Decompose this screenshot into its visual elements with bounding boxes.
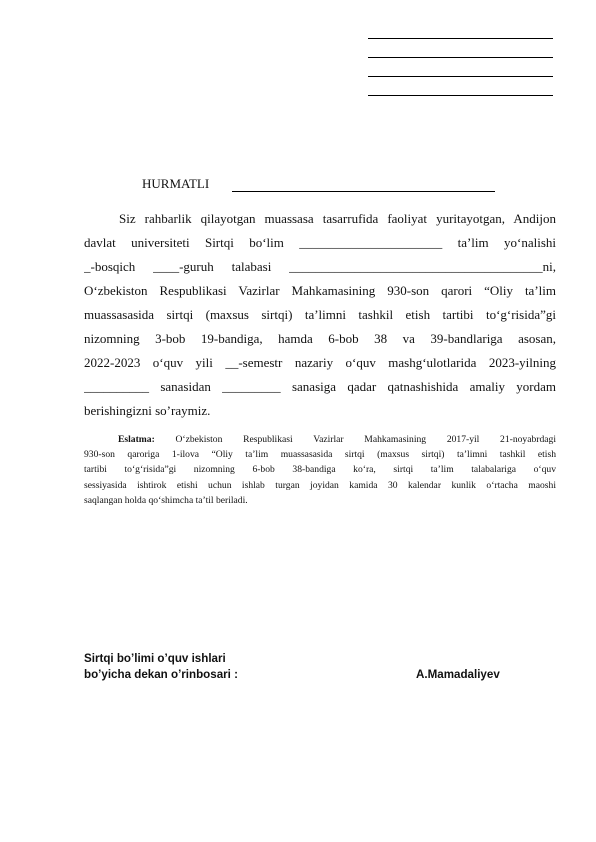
note-text: O‘zbekiston Respublikasi Vazirlar Mahkamasining 2017-yil 21-noyabrdagi	[154, 434, 556, 445]
paragraph-line: berishingizni so’raymiz.	[84, 403, 211, 418]
paragraph-line: Siz rahbarlik qilayotgan muassasa tasarrufida faoliyat yuritayotgan, Andijon	[119, 211, 556, 226]
recipient-line[interactable]	[368, 38, 553, 39]
paragraph-line: __________ sanasidan _________ sanasiga qadar qatnashishida amaliy yordam	[84, 379, 556, 394]
recipient-line[interactable]	[368, 76, 553, 77]
note-line: sessiyasida ishtirok etishi uchun ishlab turgan joyidan kamida 30 kalendar kunlik o‘rtacha maoshi	[84, 479, 556, 491]
paragraph-line: 2022-2023 o‘quv yili __-semestr nazariy o‘quv mashg‘ulotlarida 2023-yilning	[84, 355, 556, 370]
paragraph-line: muassasasida sirtqi (maxsus sirtqi) ta’limni tashkil etish tartibi to‘g‘risida”gi	[84, 307, 556, 322]
paragraph-line: nizomning 3-bob 19-bandiga, hamda 6-bob 38 va 39-bandlariga asosan,	[84, 331, 556, 346]
note-line: 930-son qaroriga 1-ilova “Oliy ta’lim muassasasida sirtqi (maxsus sirtqi) ta’limni tashkil etish	[84, 449, 556, 461]
paragraph-line: _-bosqich ____-guruh talabasi _______________________________________ni,	[84, 259, 556, 274]
note-line	[84, 432, 556, 447]
recipient-line[interactable]	[368, 57, 553, 58]
note-label: Eslatma:	[118, 434, 155, 445]
signature-position-line1: Sirtqi bo’limi o’quv ishlari	[84, 652, 226, 665]
paragraph-line: O‘zbekiston Respublikasi Vazirlar Mahkamasining 930-son qarori “Oliy ta’lim	[84, 283, 556, 298]
recipient-line[interactable]	[368, 95, 553, 96]
signature-position-line2: bo’yicha dekan o’rinbosari :	[84, 668, 238, 681]
request-paragraph	[84, 207, 556, 423]
paragraph-line: davlat universiteti Sirtqi bo‘lim ______________________ ta’lim yo‘nalishi	[84, 235, 556, 250]
greeting-word: HURMATLI	[142, 176, 210, 191]
note-line: tartibi to‘g‘risida”gi nizomning 6-bob 38-bandiga ko‘ra, sirtqi ta’lim talabalariga o‘quv	[84, 464, 556, 476]
greeting-blank-line[interactable]	[232, 191, 495, 192]
note-line: saqlangan holda qo‘shimcha ta’til beriladi.	[84, 494, 248, 506]
note-block	[84, 432, 556, 508]
signatory-name: A.Mamadaliyev	[416, 668, 500, 681]
